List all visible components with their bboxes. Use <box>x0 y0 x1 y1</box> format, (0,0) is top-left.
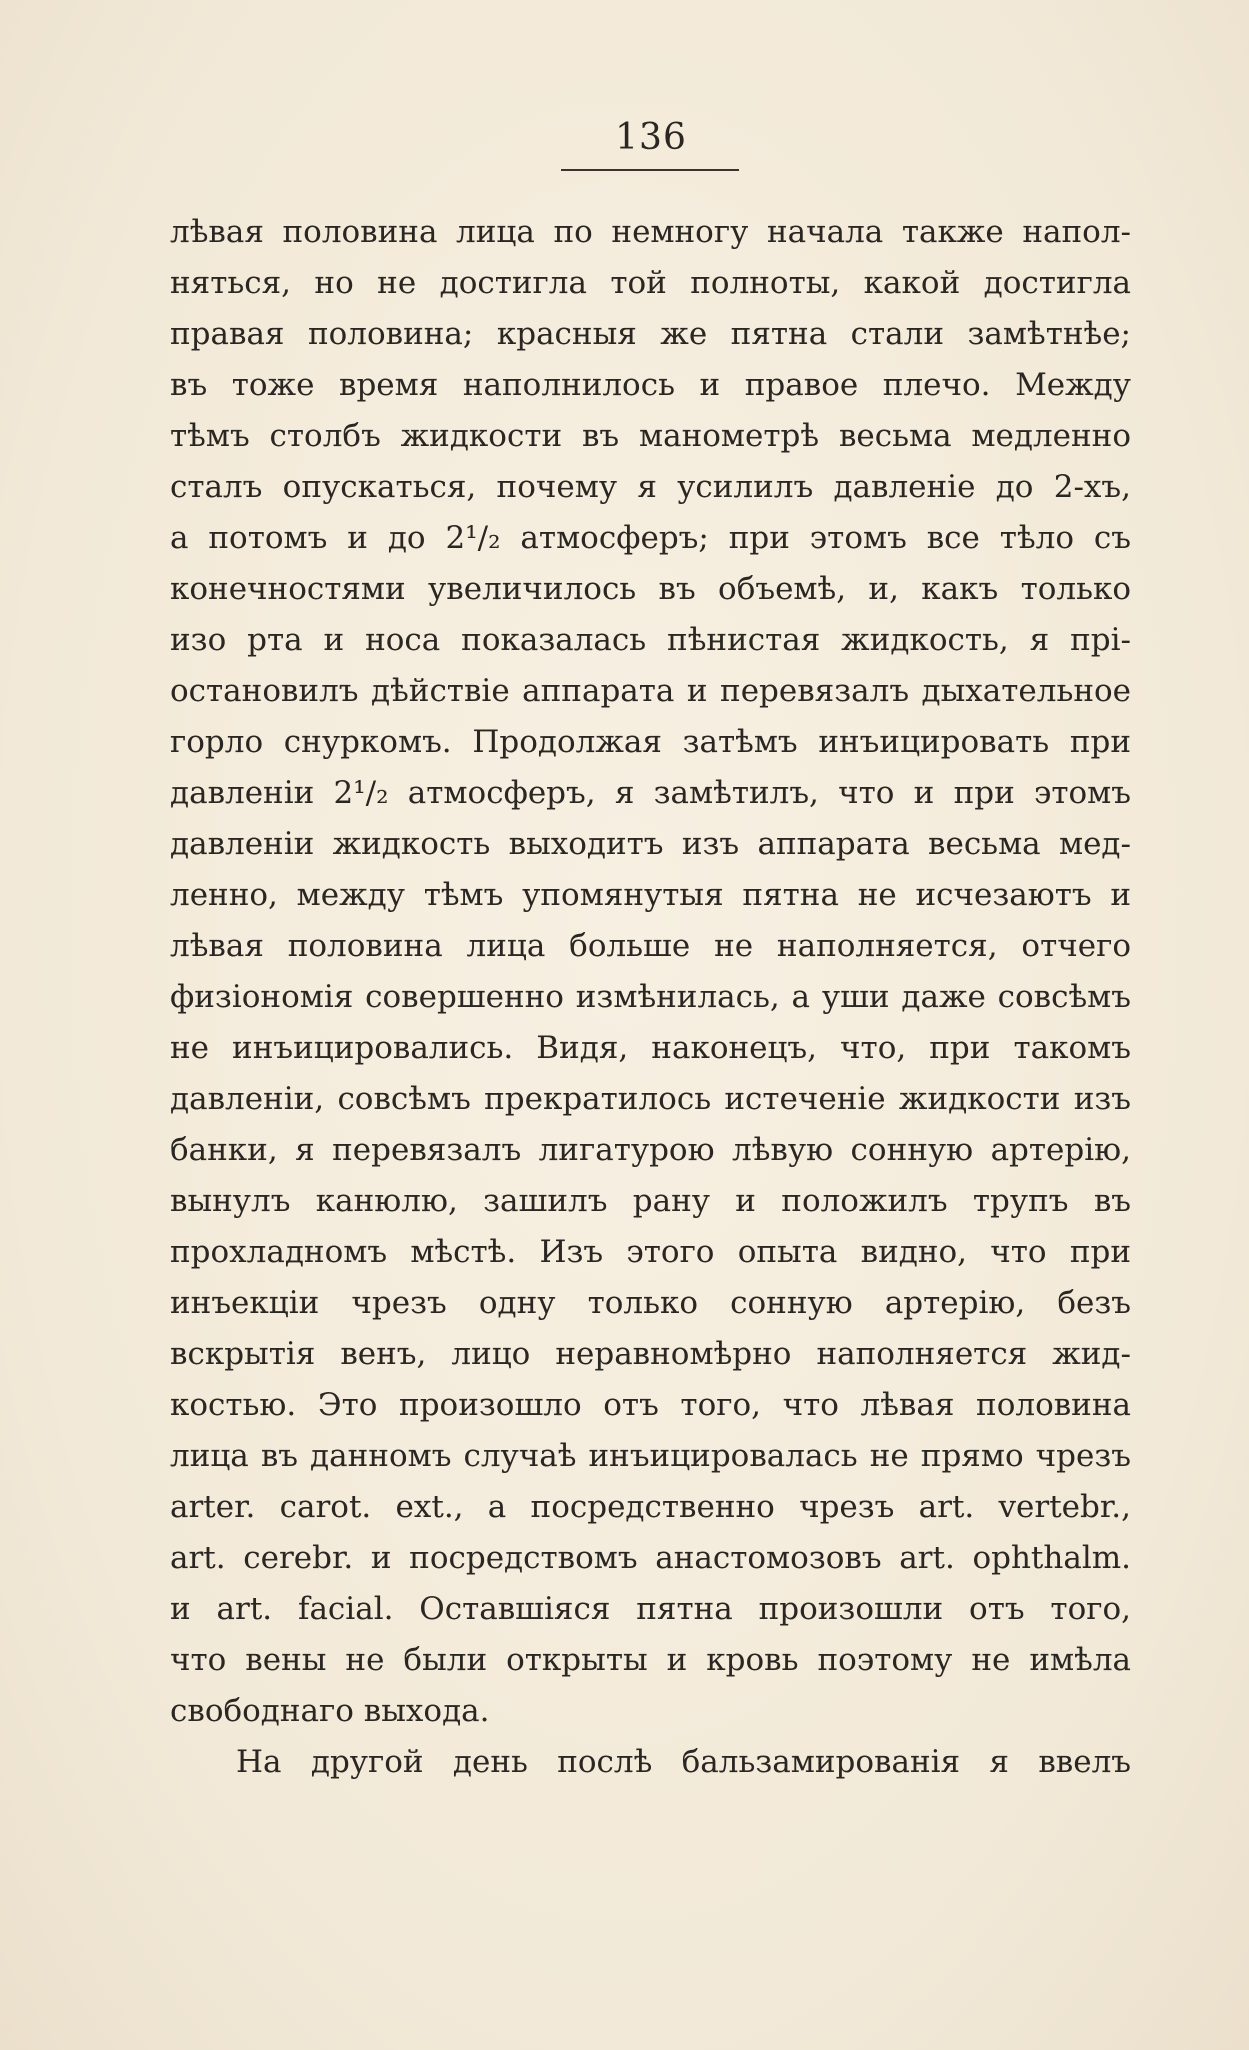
header-rule <box>561 169 739 171</box>
text-line: давленіи жидкость выходитъ изъ аппарата весьма мед- <box>170 826 1131 862</box>
text-line: что вены не были открыты и кровь поэтому не имѣла <box>170 1642 1131 1678</box>
text-line: лица въ данномъ случаѣ инъицировалась не прямо чрезъ <box>170 1438 1131 1474</box>
text-line: а потомъ и до 2¹/₂ атмосферъ; при этомъ все тѣло съ <box>170 520 1131 556</box>
text-line: давленіи 2¹/₂ атмосферъ, я замѣтилъ, что и при этомъ <box>170 775 1131 811</box>
text-line: arter. carot. ext., а посредственно чрезъ art. vertebr., <box>170 1489 1131 1525</box>
text-line: въ тоже время наполнилось и правое плечо. Между <box>170 367 1131 403</box>
text-line: прохладномъ мѣстѣ. Изъ этого опыта видно, что при <box>170 1234 1131 1270</box>
text-line: изо рта и носа показалась пѣнистая жидкость, я прі- <box>170 622 1131 658</box>
text-line: няться, но не достигла той полноты, какой достигла <box>170 265 1131 301</box>
text-line: вынулъ канюлю, зашилъ рану и положилъ трупъ въ <box>170 1183 1131 1219</box>
text-line: физіономія совершенно измѣнилась, а уши даже совсѣмъ <box>170 979 1131 1015</box>
text-line: ленно, между тѣмъ упомянутыя пятна не исчезаютъ и <box>170 877 1131 913</box>
text-line: вскрытія венъ, лицо неравномѣрно наполняется жид- <box>170 1336 1131 1372</box>
text-line: тѣмъ столбъ жидкости въ манометрѣ весьма медленно <box>170 418 1131 454</box>
text-line: На другой день послѣ бальзамированія я ввелъ <box>236 1744 1131 1780</box>
text-line: костью. Это произошло отъ того, что лѣвая половина <box>170 1387 1131 1423</box>
text-line: лѣвая половина лица по немногу начала также напол- <box>170 214 1131 250</box>
text-line: сталъ опускаться, почему я усилилъ давленіе до 2-хъ, <box>170 469 1131 505</box>
text-line: давленіи, совсѣмъ прекратилось истеченіе жидкости изъ <box>170 1081 1131 1117</box>
page-number: 136 <box>615 117 687 158</box>
body-text <box>170 207 1131 1788</box>
text-line: горло снуркомъ. Продолжая затѣмъ инъицировать при <box>170 724 1131 760</box>
text-line: правая половина; красныя же пятна стали замѣтнѣе; <box>170 316 1131 352</box>
text-line: не инъицировались. Видя, наконецъ, что, при такомъ <box>170 1030 1131 1066</box>
text-line: лѣвая половина лица больше не наполняется, отчего <box>170 928 1131 964</box>
text-line: банки, я перевязалъ лигатурою лѣвую сонную артерію, <box>170 1132 1131 1168</box>
text-line: остановилъ дѣйствіе аппарата и перевязалъ дыхательное <box>170 673 1131 709</box>
text-line: art. cerebr. и посредствомъ анастомозовъ art. ophthalm. <box>170 1540 1131 1576</box>
text-line: конечностями увеличилось въ объемѣ, и, какъ только <box>170 571 1131 607</box>
text-line: и art. facial. Оставшіяся пятна произошли отъ того, <box>170 1591 1131 1627</box>
text-line: инъекціи чрезъ одну только сонную артерію, безъ <box>170 1285 1131 1321</box>
text-line: свободнаго выхода. <box>170 1693 490 1729</box>
